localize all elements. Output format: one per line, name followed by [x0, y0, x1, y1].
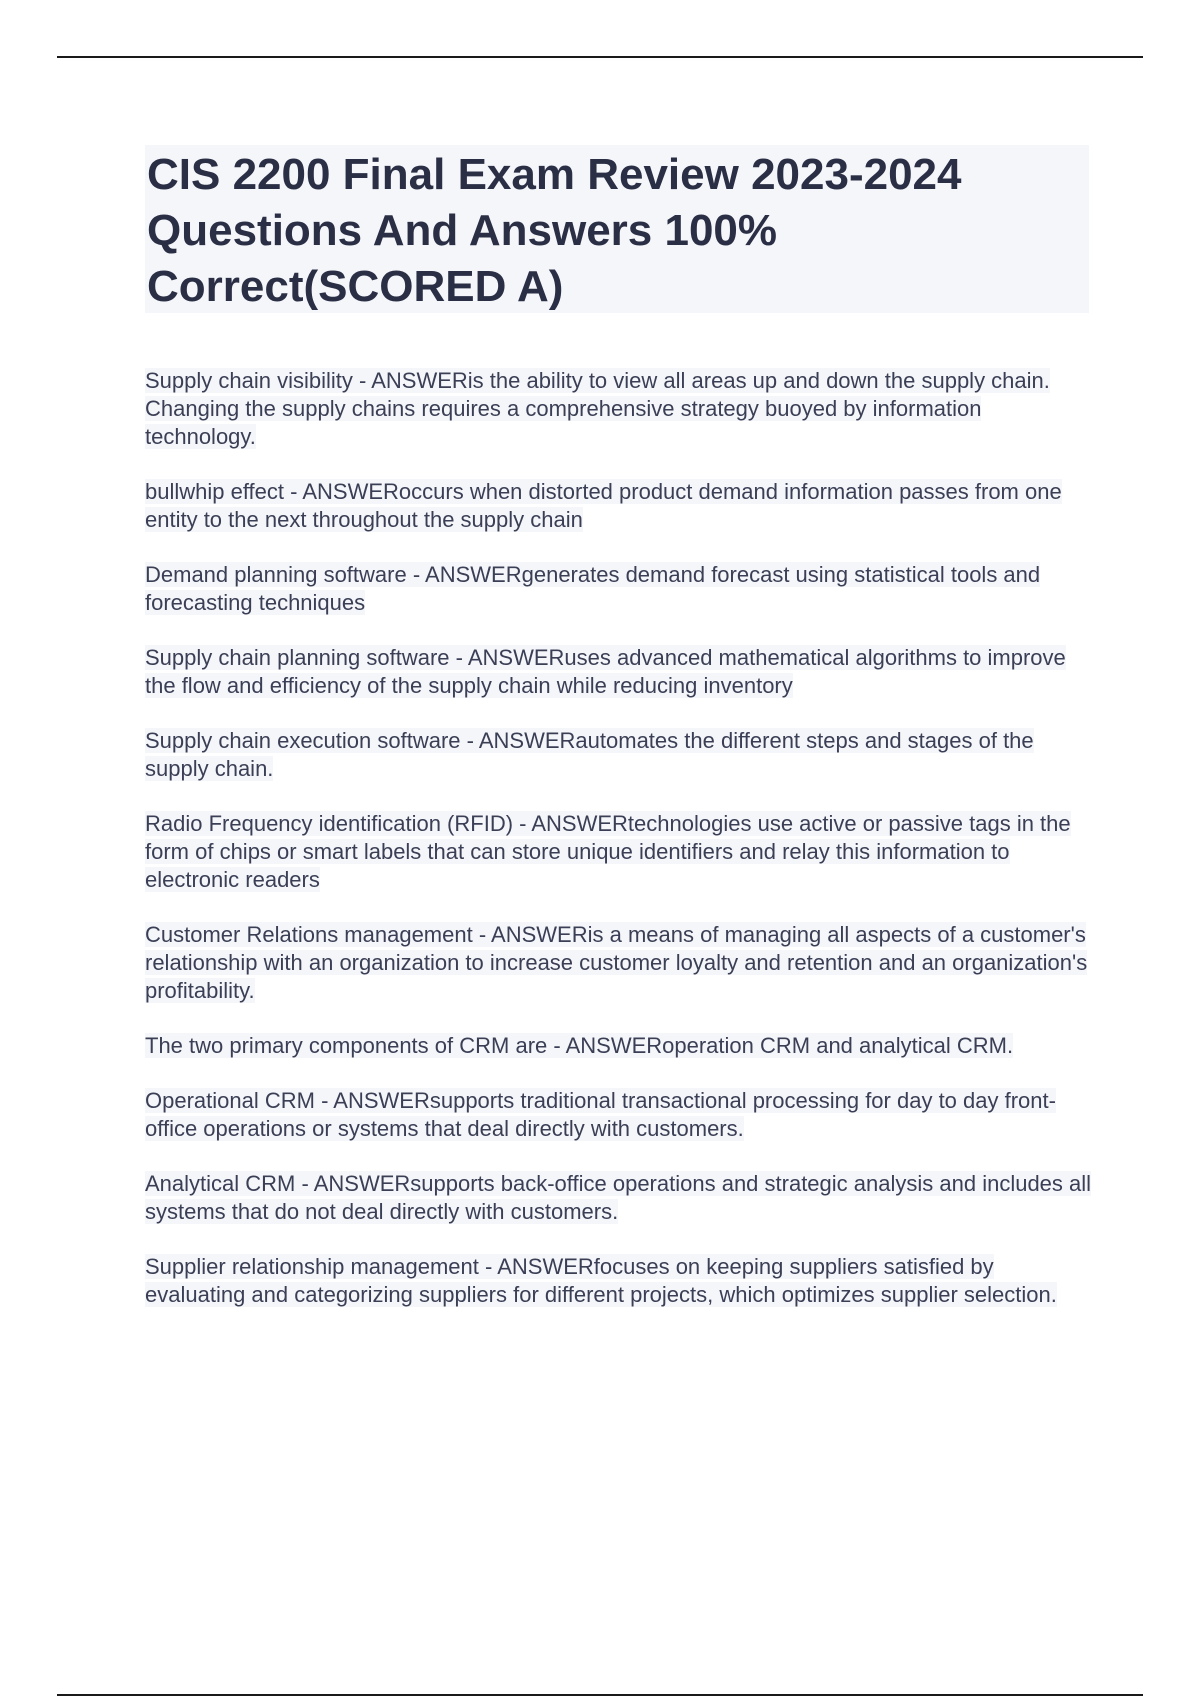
qa-entry	[145, 1087, 1095, 1143]
qa-entries	[145, 367, 1095, 1336]
qa-entry	[145, 727, 1095, 783]
qa-entry-text: Operational CRM - ANSWERsupports traditional transactional processing for day to day front-office operations or systems that deal directly with customers.	[145, 1088, 1056, 1141]
qa-entry	[145, 367, 1095, 451]
qa-entry-text: Analytical CRM - ANSWERsupports back-office operations and strategic analysis and includes all systems that do not deal directly with customers.	[145, 1171, 1092, 1224]
qa-entry	[145, 561, 1095, 617]
qa-entry-text: Radio Frequency identification (RFID) - ANSWERtechnologies use active or passive tags in the form of chips or smart labels that can store unique identifiers and relay this information to electronic readers	[145, 811, 1071, 892]
qa-entry	[145, 1032, 1095, 1060]
qa-entry-text: Supply chain planning software - ANSWERuses advanced mathematical algorithms to improve the flow and efficiency of the supply chain while reducing inventory	[145, 645, 1066, 698]
title-block	[145, 145, 1089, 313]
qa-entry	[145, 478, 1095, 534]
qa-entry-text: bullwhip effect - ANSWERoccurs when distorted product demand information passes from one entity to the next throughout the supply chain	[145, 479, 1062, 532]
qa-entry-text: Customer Relations management - ANSWERis a means of managing all aspects of a customer's relationship with an organization to increase customer loyalty and retention and an organization's profitability.	[145, 922, 1088, 1003]
qa-entry	[145, 810, 1095, 894]
qa-entry	[145, 1253, 1095, 1309]
document-title: CIS 2200 Final Exam Review 2023-2024 Questions And Answers 100% Correct(SCORED A)	[147, 150, 962, 311]
qa-entry-text: Supply chain execution software - ANSWERautomates the different steps and stages of the supply chain.	[145, 728, 1034, 781]
bottom-rule	[57, 1694, 1143, 1696]
qa-entry-text: The two primary components of CRM are - ANSWERoperation CRM and analytical CRM.	[145, 1033, 1014, 1058]
top-rule	[57, 56, 1143, 58]
qa-entry-text: Demand planning software - ANSWERgenerates demand forecast using statistical tools and forecasting techniques	[145, 562, 1041, 615]
qa-entry	[145, 921, 1095, 1005]
qa-entry	[145, 1170, 1095, 1226]
qa-entry-text: Supplier relationship management - ANSWERfocuses on keeping suppliers satisfied by evaluating and categorizing suppliers for different projects, which optimizes supplier selection.	[145, 1254, 1057, 1307]
qa-entry-text: Supply chain visibility - ANSWERis the ability to view all areas up and down the supply chain. Changing the supply chains requires a comprehensive strategy buoyed by information technology.	[145, 368, 1050, 449]
qa-entry	[145, 644, 1095, 700]
